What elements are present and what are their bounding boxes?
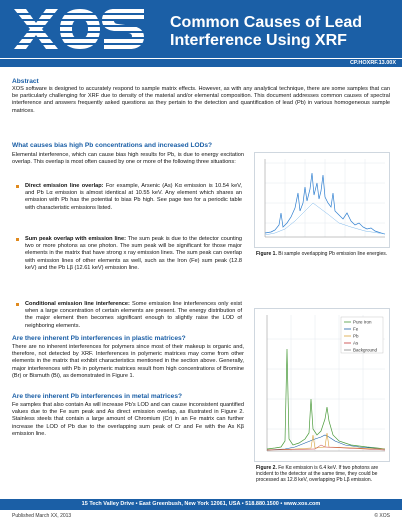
figure1-caption-label: Figure 1.	[256, 251, 277, 257]
figure2-caption-text: Fe Kα emission is 6.4 keV. If two photons are incident to the detector at the same time, they could be processed as 12.8 keV, overlapping Pb Lβ emission.	[256, 465, 379, 484]
page-title	[170, 14, 398, 50]
abstract-text: XOS software is designed to accurately respond to sample matrix effects. However, as with any analytical technique, there are some samples that can be particularly challenging for XRF due to density of the material and/or elemental composition. This document addresses common causes of spectral interference and answers frequently asked questions as they pertain to the detection and quantification of lead (Pb) in various homogeneous sample matrices.	[12, 86, 390, 114]
figure1-caption-text: Bi sample overlapping Pb emission line energies.	[276, 251, 388, 257]
section1-heading: What causes bias high Pb concentrations and increased LODs?	[12, 142, 213, 149]
legend-item: Fe	[353, 326, 359, 332]
bullet-text: For example, Arsenic (As) Kα emission is 10.54 keV, and Pb Lα emission is almost identical at 10.55 keV. Any element which shares an emission with Pb has the potential to bias Pb high. See page two for a periodic table with characteristic emissions listed.	[25, 183, 242, 211]
copyright-notice: © XOS	[374, 513, 390, 519]
doc-code-bar	[0, 58, 402, 67]
bullet-marker	[16, 303, 19, 306]
legend-item: As	[353, 340, 359, 346]
section3-text: Fe samples that also contain As will increase Pb's LOD and can cause inconsistent quantified values due to the Fe sum peak and As direct emission overlap, as illustrated in Figure 2. Stainless steels that contain a large amount of Chromium (Cr) in an Fe matrix can further increase the LOD of Pb due to the overlapping sum peak of Cr and Fe with the As Kβ emission line.	[12, 402, 244, 437]
figure2-plot	[255, 309, 389, 461]
section1-intro: Elemental interference, which can cause bias high results for Pb, is due to energy excitation overlap. This overlap is most often caused by one or more of the following three situations:	[12, 152, 244, 166]
xos-logo	[14, 9, 146, 49]
bullet-text: The sum peak is due to the detector counting two or more photons as one photon. The sum peak will be significant for those major elements in the matrix that have strong x ray emission lines. The sum peak can overlap with emission lines of other elements as well, such as the Iron (Fe) sum peak (12.8 keV) and the Pb Lβ (12.61 keV) emission line.	[25, 236, 242, 271]
header-banner	[0, 0, 402, 58]
section2-text: There are no inherent interferences for polymers since most of their makeup is organic and, therefore, not detected by XRF. Interferences in polymeric matrices may come from other elements in the matrix that exhibit characteristics mentioned in the section above. Generally, major interferences with Pb in polymeric matrices result from high concentrations of Bromine (Br) or Bismuth (Bi), as demonstrated in Figure 1.	[12, 344, 244, 379]
footer-contact-bar: 15 Tech Valley Drive • East Greenbush, New York 12061, USA • 518.880.1500 • www.xos.com	[0, 499, 402, 510]
legend-item: Pure Iron	[353, 319, 372, 325]
title-line-1: Common Causes of Lead	[170, 14, 363, 31]
title-line-2: Interference Using XRF	[170, 32, 347, 49]
bullet-label: Direct emission line overlap:	[25, 183, 104, 189]
legend-item: Pb	[353, 333, 359, 339]
figure1-caption	[256, 251, 390, 257]
bullet-direct-emission	[16, 183, 242, 212]
published-date: Published March XX, 2013	[12, 513, 72, 519]
figure1-plot	[255, 153, 389, 247]
document-code: CP.HOXRF.13.00X	[349, 60, 396, 66]
bullet-label: Sum peak overlap with emission line:	[25, 236, 126, 242]
figure2-caption	[256, 465, 390, 484]
bullet-sum-peak	[16, 236, 242, 272]
bullet-marker	[16, 238, 19, 241]
figure2-spectrum	[254, 308, 390, 462]
figure2-caption-label: Figure 2.	[256, 465, 277, 471]
bullet-marker	[16, 185, 19, 188]
bullet-label: Conditional emission line interference:	[25, 301, 130, 307]
legend-item: Background	[353, 347, 378, 353]
bullet-conditional	[16, 301, 242, 330]
abstract-heading: Abstract	[12, 78, 39, 85]
figure1-spectrum	[254, 152, 390, 248]
section3-heading: Are there inherent Pb interferences in metal matrices?	[12, 393, 183, 400]
bullet-text: Some emission line interferences only exist when a large concentration of certain elements are present. The energy distribution of the major element then becomes significant enough to slightly raise the LOD of neighboring elements.	[25, 301, 242, 329]
section2-heading: Are there inherent Pb interferences in plastic matrices?	[12, 335, 186, 342]
